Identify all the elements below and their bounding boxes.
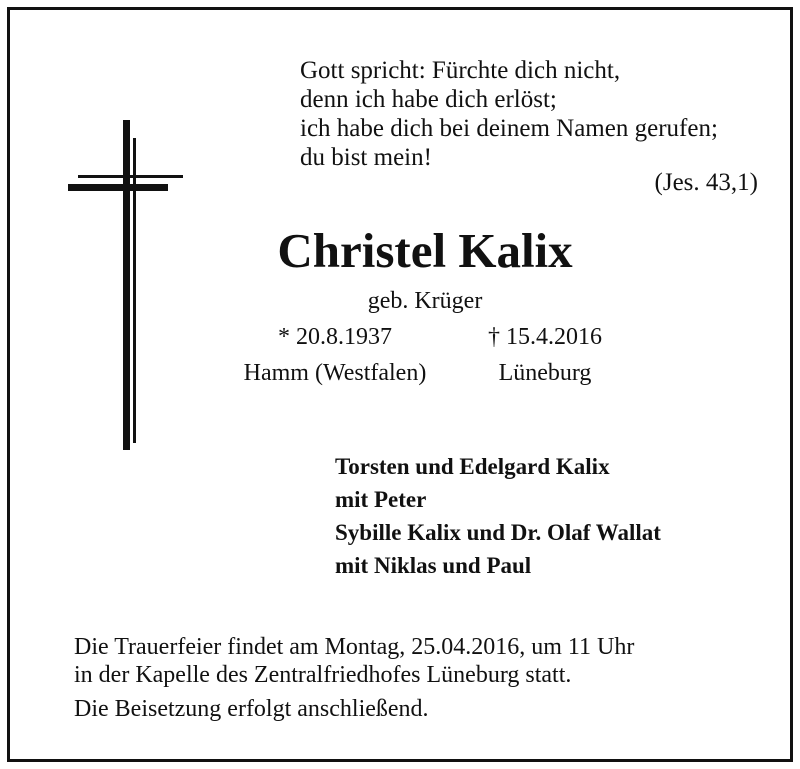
death-place: Lüneburg bbox=[498, 360, 592, 386]
mourners-list bbox=[335, 450, 661, 582]
death-info bbox=[465, 319, 625, 391]
mourner-line: Sybille Kalix und Dr. Olaf Wallat bbox=[335, 520, 661, 545]
cross-icon bbox=[68, 120, 183, 450]
obituary-card bbox=[7, 7, 793, 762]
service-line: in der Kapelle des Zentralfriedhofes Lüneburg statt. bbox=[74, 662, 572, 688]
mourner-line: mit Niklas und Paul bbox=[335, 553, 532, 578]
birth-date: * 20.8.1937 bbox=[278, 324, 392, 350]
verse-line: Gott spricht: Fürchte dich nicht, bbox=[300, 57, 621, 84]
birth-info bbox=[205, 319, 465, 391]
verse-line: denn ich habe dich erlöst; bbox=[300, 86, 557, 113]
verse-line: ich habe dich bei deinem Namen gerufen; bbox=[300, 115, 718, 142]
service-notice bbox=[74, 633, 634, 723]
death-date: † 15.4.2016 bbox=[488, 324, 602, 350]
verse-reference: (Jes. 43,1) bbox=[654, 169, 758, 196]
bible-verse bbox=[300, 56, 718, 172]
service-line: Die Trauerfeier findet am Montag, 25.04.2016, um 11 Uhr bbox=[74, 634, 635, 660]
verse-line: du bist mein! bbox=[300, 144, 432, 171]
deceased-name: Christel Kalix bbox=[277, 223, 573, 278]
burial-line: Die Beisetzung erfolgt anschließend. bbox=[74, 696, 429, 722]
mourner-line: mit Peter bbox=[335, 487, 427, 512]
maiden-name: geb. Krüger bbox=[367, 288, 483, 314]
mourner-line: Torsten und Edelgard Kalix bbox=[335, 454, 610, 479]
birth-place: Hamm (Westfalen) bbox=[243, 360, 427, 386]
